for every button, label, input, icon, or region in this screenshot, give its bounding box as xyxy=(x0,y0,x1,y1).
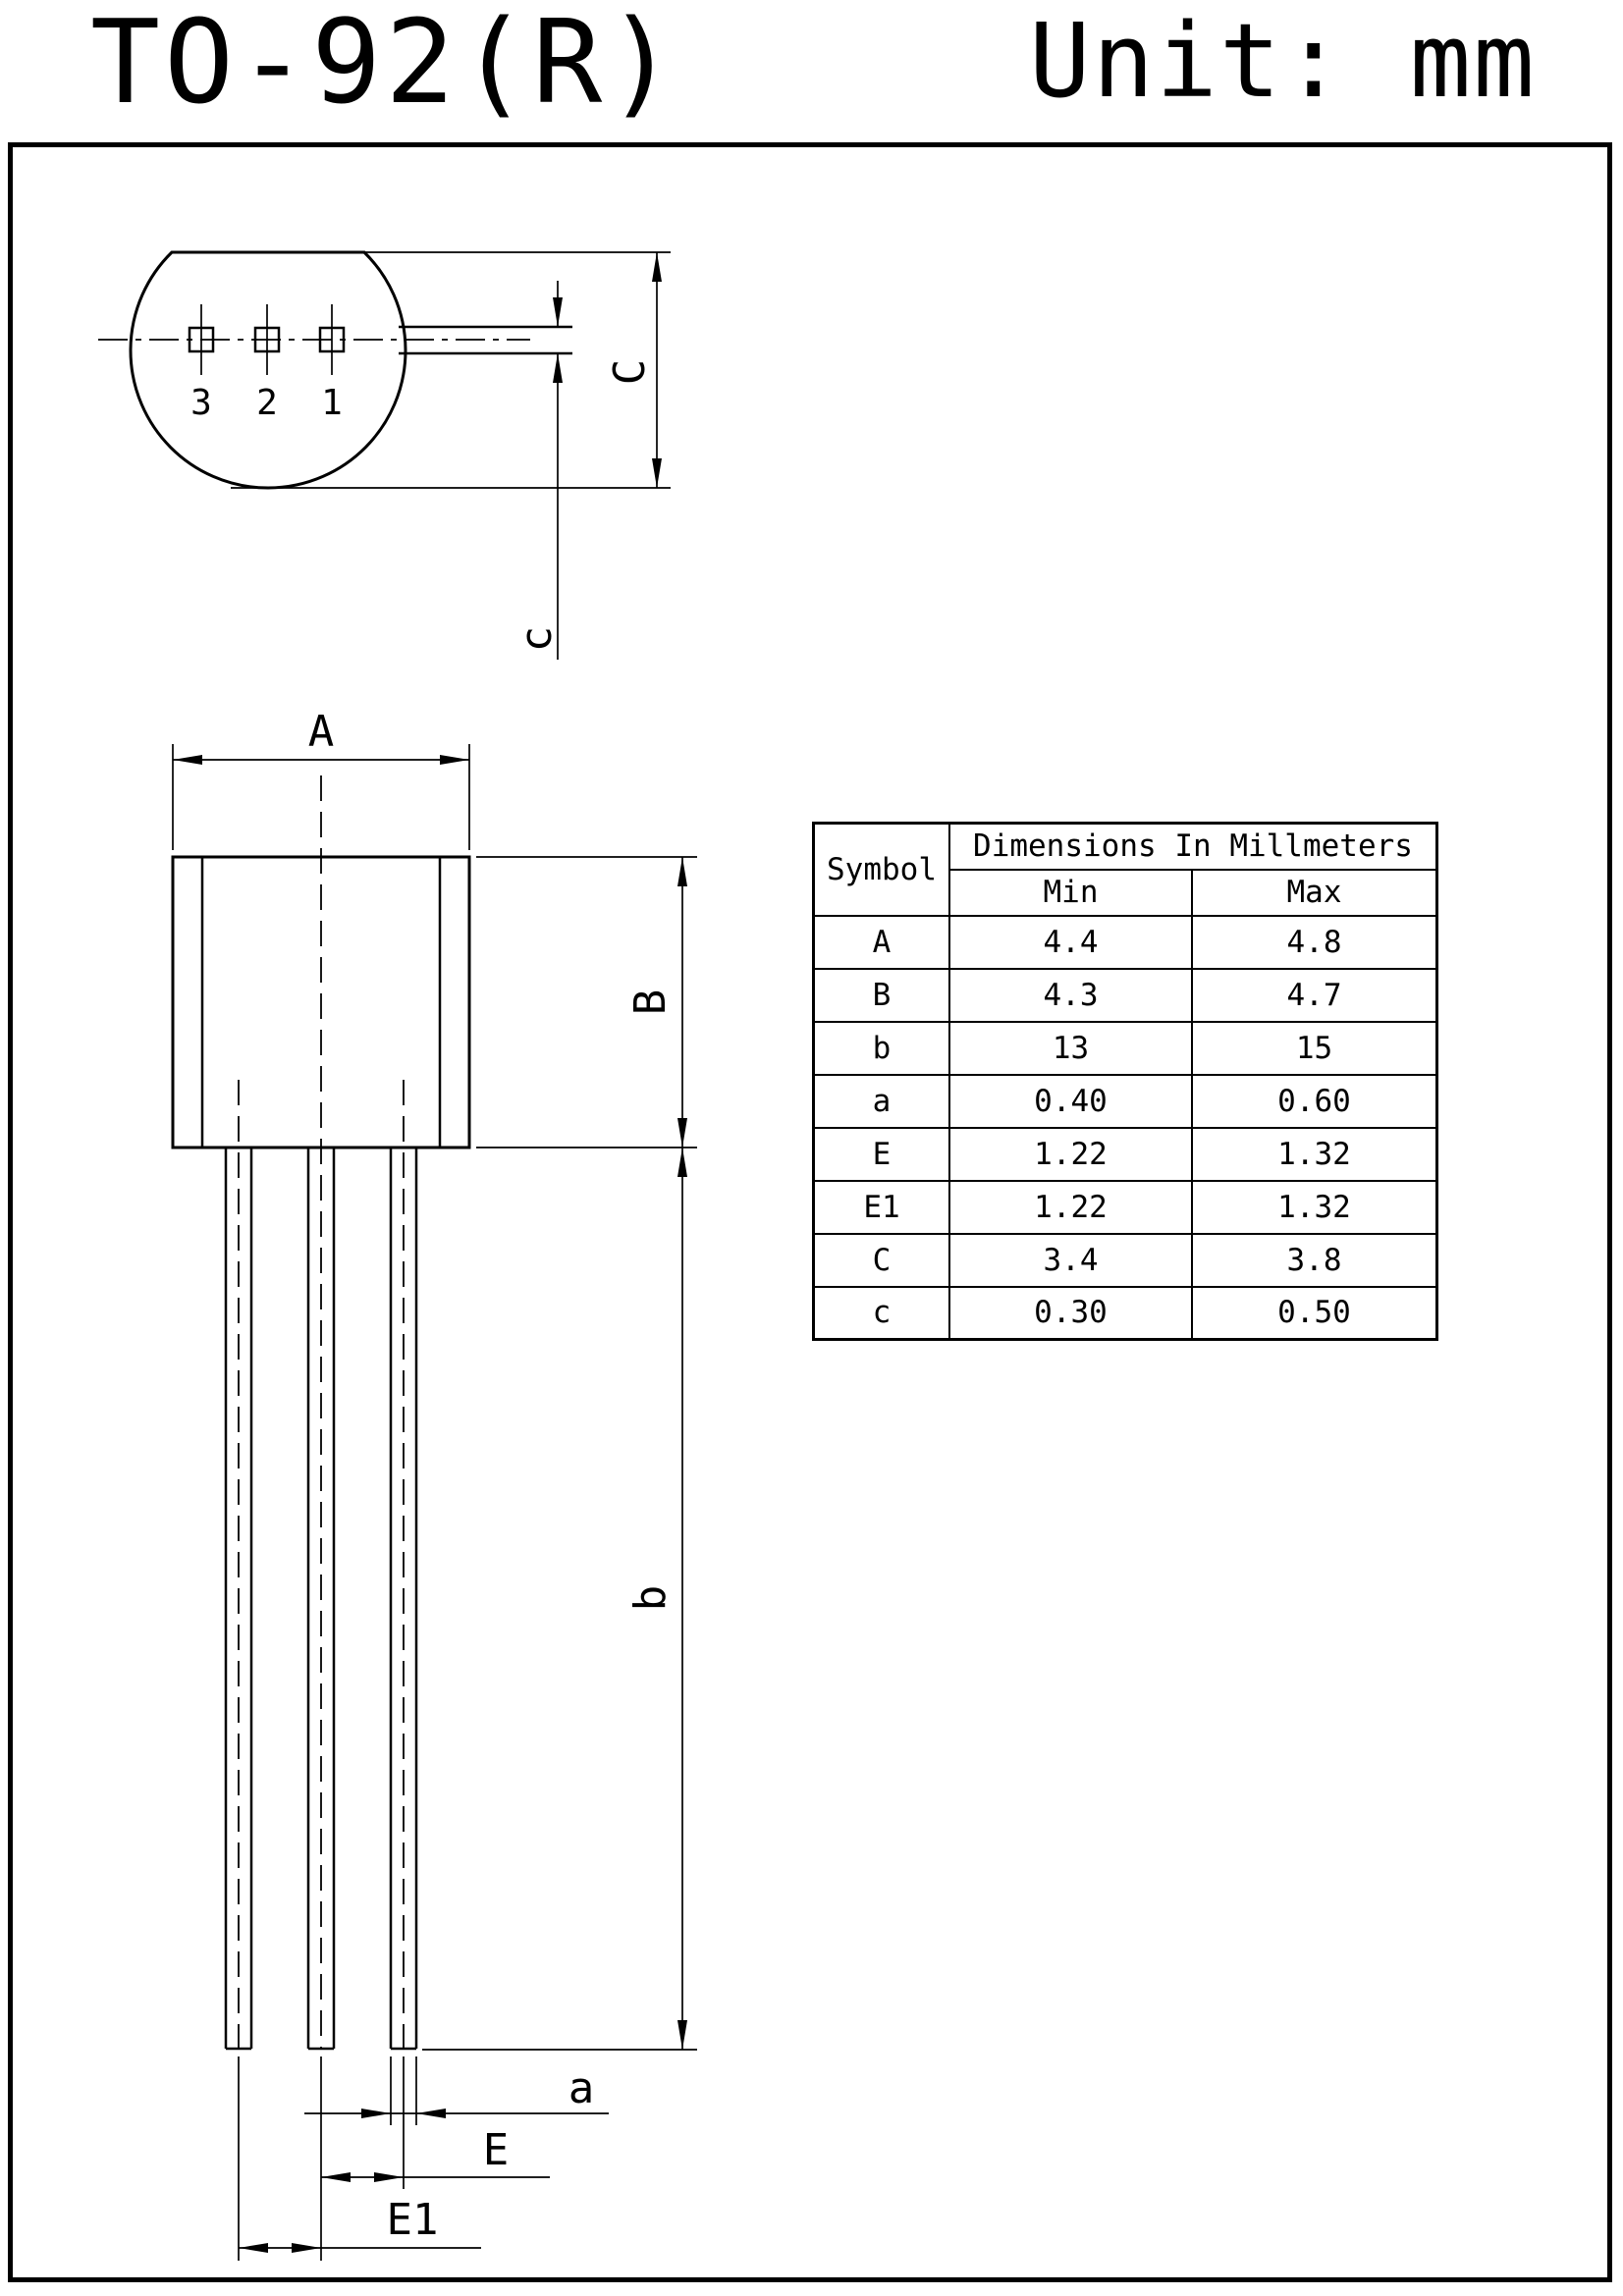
dim-label-C: C xyxy=(605,358,655,386)
header-symbol: Symbol xyxy=(814,824,950,916)
cell-symbol: E1 xyxy=(814,1181,950,1234)
cell-max: 3.8 xyxy=(1192,1234,1437,1287)
dimension-b xyxy=(422,1148,697,2050)
table-row xyxy=(814,1181,1437,1234)
cell-min: 1.22 xyxy=(949,1128,1192,1181)
dimension-B xyxy=(476,857,697,1148)
cell-min: 1.22 xyxy=(949,1181,1192,1234)
table-row xyxy=(814,1022,1437,1075)
cell-min: 0.40 xyxy=(949,1075,1192,1128)
unit-label: Unit: mm xyxy=(1029,1,1537,121)
dimension-E1 xyxy=(239,2056,481,2261)
front-view xyxy=(173,707,697,2261)
cell-symbol: A xyxy=(814,916,950,969)
dim-label-A: A xyxy=(307,707,335,757)
cell-symbol: b xyxy=(814,1022,950,1075)
cell-min: 4.4 xyxy=(949,916,1192,969)
table-row xyxy=(814,1128,1437,1181)
header-min: Min xyxy=(949,870,1192,916)
cell-symbol: C xyxy=(814,1234,950,1287)
cell-max: 0.50 xyxy=(1192,1287,1437,1340)
cell-symbol: c xyxy=(814,1287,950,1340)
cell-symbol: E xyxy=(814,1128,950,1181)
table-row xyxy=(814,969,1437,1022)
table-row xyxy=(814,916,1437,969)
pin-number-3: 3 xyxy=(190,383,212,423)
cell-max: 1.32 xyxy=(1192,1181,1437,1234)
cell-max: 0.60 xyxy=(1192,1075,1437,1128)
dim-label-E1: E1 xyxy=(386,2195,439,2245)
cell-min: 4.3 xyxy=(949,969,1192,1022)
dim-label-B: B xyxy=(625,988,676,1016)
dim-label-c: c xyxy=(512,625,562,653)
dim-label-E: E xyxy=(482,2125,510,2175)
pin-number-2: 2 xyxy=(256,383,278,423)
cell-min: 13 xyxy=(949,1022,1192,1075)
cell-symbol: a xyxy=(814,1075,950,1128)
table-row xyxy=(814,1287,1437,1340)
top-view xyxy=(98,252,671,660)
table-row xyxy=(814,1075,1437,1128)
cell-max: 4.8 xyxy=(1192,916,1437,969)
cell-min: 3.4 xyxy=(949,1234,1192,1287)
cell-max: 1.32 xyxy=(1192,1128,1437,1181)
dim-label-a: a xyxy=(568,2063,595,2113)
package-top-outline xyxy=(131,252,406,488)
header-max: Max xyxy=(1192,870,1437,916)
table-header-row xyxy=(814,824,1437,870)
dimension-table xyxy=(812,822,1438,1341)
dimension-c xyxy=(512,281,563,660)
pin-number-1: 1 xyxy=(321,383,343,423)
cell-min: 0.30 xyxy=(949,1287,1192,1340)
table-row xyxy=(814,1234,1437,1287)
header-dimensions: Dimensions In Millmeters xyxy=(949,824,1437,870)
cell-symbol: B xyxy=(814,969,950,1022)
page-title: TO-92(R) xyxy=(90,0,680,130)
cell-max: 4.7 xyxy=(1192,969,1437,1022)
dimension-a xyxy=(304,2056,609,2125)
dimension-C xyxy=(605,252,662,488)
cell-max: 15 xyxy=(1192,1022,1437,1075)
dim-label-b: b xyxy=(625,1584,676,1612)
